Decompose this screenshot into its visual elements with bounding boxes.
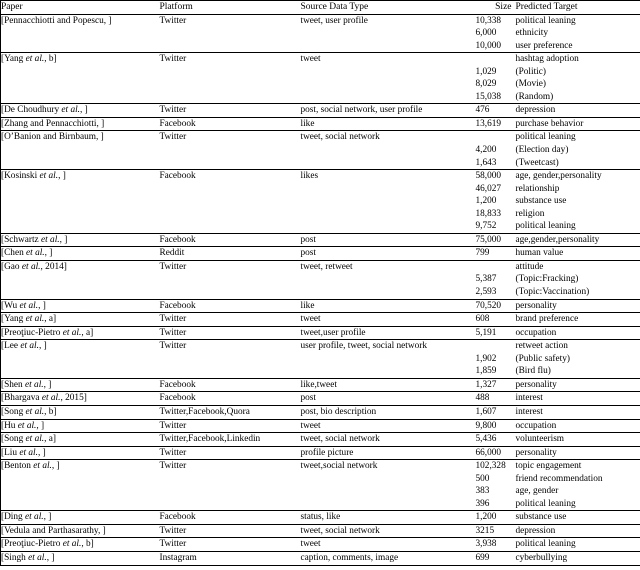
column-header-source-data-type: Source Data Type <box>300 2 369 12</box>
table-row <box>1 433 640 447</box>
cell-platform: Facebook <box>160 299 301 313</box>
cell-source-data-type: user profile, tweet, social network <box>301 340 476 379</box>
cell-source-data-type: tweet <box>301 313 476 327</box>
stacked-value: 1,859 <box>475 366 497 377</box>
cell-paper: [Gao et al., 2014] <box>1 260 160 299</box>
cell-size <box>476 460 516 511</box>
stacked-value: 5,387 <box>475 274 497 285</box>
cell-source-data-type: tweet, user profile <box>301 14 476 53</box>
table-row <box>1 538 640 552</box>
stacked-value: interest <box>515 393 543 404</box>
cell-source-data-type: profile picture <box>301 446 476 460</box>
stacked-value: occupation <box>515 420 557 431</box>
stacked-value: 1,200 <box>475 196 497 207</box>
cell-source-data-type: post, bio description <box>301 405 476 419</box>
stacked-value: 1,029 <box>475 66 497 77</box>
table-row <box>1 524 640 538</box>
stacked-value: volunteerism <box>515 434 565 445</box>
table-row <box>1 170 640 234</box>
stacked-value: retweet action <box>515 341 568 352</box>
table-row <box>1 340 640 379</box>
cell-size <box>476 260 516 299</box>
bottom-rule-cell <box>301 565 476 566</box>
stacked-value: political leaning <box>515 132 576 143</box>
cell-paper: [Kosinski et al., ] <box>1 170 160 234</box>
cell-source-data-type: post <box>301 233 476 247</box>
stacked-value: 476 <box>475 105 490 116</box>
cell-source-data-type: tweet,social network <box>301 460 476 511</box>
cell-predicted-target <box>516 538 640 552</box>
stacked-value: age, gender <box>515 486 559 497</box>
cell-platform: Facebook <box>160 170 301 234</box>
stacked-value: relationship <box>515 183 560 194</box>
stacked-value: 75,000 <box>475 234 502 245</box>
table-row <box>1 247 640 261</box>
stacked-value: 70,520 <box>475 300 502 311</box>
cell-platform: Facebook <box>160 392 301 406</box>
cell-source-data-type: caption, comments, image <box>301 551 476 565</box>
cell-source-data-type: tweet,user profile <box>301 326 476 340</box>
cell-predicted-target <box>516 313 640 327</box>
table-row <box>1 131 640 170</box>
cell-size <box>476 392 516 406</box>
cell-predicted-target <box>516 170 640 234</box>
cell-predicted-target <box>516 53 640 104</box>
stacked-value: substance use <box>515 196 567 207</box>
table-row <box>1 392 640 406</box>
cell-size <box>476 233 516 247</box>
bottom-rule-cell <box>160 565 301 566</box>
stacked-value: (Bird flu) <box>515 366 551 377</box>
bottom-rule-cell <box>1 565 160 566</box>
stacked-value: depression <box>515 105 556 116</box>
cell-predicted-target <box>516 511 640 525</box>
stacked-value: 608 <box>475 314 490 325</box>
cell-size <box>476 104 516 118</box>
cell-size <box>476 299 516 313</box>
stacked-value: age, gender,personality <box>515 171 602 182</box>
stacked-value: human value <box>515 248 564 259</box>
cell-platform: Twitter <box>160 53 301 104</box>
cell-source-data-type: tweet, social network <box>301 433 476 447</box>
stacked-value: 3,938 <box>475 539 497 550</box>
cell-predicted-target <box>516 446 640 460</box>
cell-size <box>476 313 516 327</box>
cell-platform: Twitter <box>160 131 301 170</box>
table-row <box>1 117 640 131</box>
cell-size <box>476 551 516 565</box>
stacked-value: political leaning <box>515 15 576 26</box>
stacked-value: 13,619 <box>475 118 502 129</box>
stacked-value: (Election day) <box>515 145 569 156</box>
stacked-value: brand preference <box>515 314 579 325</box>
cell-platform: Facebook <box>160 511 301 525</box>
table-row <box>1 511 640 525</box>
cell-paper: [Schwartz et al., ] <box>1 233 160 247</box>
stacked-value: age,gender,personality <box>515 234 600 245</box>
stacked-value: 4,200 <box>475 145 497 156</box>
cell-predicted-target <box>516 247 640 261</box>
cell-platform: Twitter <box>160 104 301 118</box>
cell-source-data-type: likes <box>301 170 476 234</box>
stacked-value: (Topic:Fracking) <box>515 274 579 285</box>
cell-platform: Twitter <box>160 446 301 460</box>
cell-platform: Instagram <box>160 551 301 565</box>
column-header-platform: Platform <box>159 2 193 12</box>
cell-paper: [Zhang and Pennacchiotti, ] <box>1 117 160 131</box>
cell-predicted-target <box>516 299 640 313</box>
cell-size <box>476 170 516 234</box>
stacked-value: personality <box>515 300 557 311</box>
cell-platform: Facebook <box>160 378 301 392</box>
cell-platform: Twitter <box>160 538 301 552</box>
stacked-value: ethnicity <box>515 28 549 39</box>
cell-predicted-target <box>516 131 640 170</box>
cell-paper: [De Choudhury et al., ] <box>1 104 160 118</box>
stacked-value: substance use <box>515 512 567 523</box>
cell-size <box>476 538 516 552</box>
cell-source-data-type: tweet, social network <box>301 524 476 538</box>
stacked-value: 9,800 <box>475 420 497 431</box>
stacked-value: political leaning <box>515 539 576 550</box>
cell-predicted-target <box>516 405 640 419</box>
stacked-value: 1,643 <box>475 157 497 168</box>
cell-paper: [Bhargava et al., 2015] <box>1 392 160 406</box>
stacked-value: interest <box>515 406 543 417</box>
cell-size <box>476 419 516 433</box>
stacked-value: 5,436 <box>475 434 497 445</box>
cell-predicted-target <box>516 117 640 131</box>
cell-paper: [Ding et al., ] <box>1 511 160 525</box>
cell-predicted-target <box>516 524 640 538</box>
cell-paper: [Song et al., b] <box>1 405 160 419</box>
bottom-rule-cell <box>516 565 640 566</box>
stacked-value: friend recommendation <box>515 473 603 484</box>
cell-size <box>476 446 516 460</box>
stacked-value: 396 <box>475 498 490 509</box>
cell-size <box>476 247 516 261</box>
cell-platform: Twitter <box>160 340 301 379</box>
cell-platform: Twitter <box>160 14 301 53</box>
stacked-value: (Movie) <box>515 79 546 90</box>
stacked-value: 15,038 <box>475 91 502 102</box>
cell-platform: Twitter,Facebook,Quora <box>160 405 301 419</box>
cell-paper: [Singh et al., ] <box>1 551 160 565</box>
cell-source-data-type: tweet, social network <box>301 131 476 170</box>
stacked-value: topic engagement <box>515 461 582 472</box>
table-row <box>1 446 640 460</box>
table-row <box>1 299 640 313</box>
cell-predicted-target <box>516 419 640 433</box>
stacked-value: (Random) <box>515 91 554 102</box>
stacked-value: (Politic) <box>515 66 546 77</box>
cell-platform: Twitter,Facebook,Linkedin <box>160 433 301 447</box>
cell-predicted-target <box>516 340 640 379</box>
cell-size <box>476 524 516 538</box>
table-row <box>1 260 640 299</box>
stacked-value: 10,338 <box>475 15 502 26</box>
cell-size <box>476 340 516 379</box>
cell-paper: [Pennacchiotti and Popescu, ] <box>1 14 160 53</box>
cell-size <box>476 326 516 340</box>
stacked-value: (Public safety) <box>515 353 570 364</box>
table-row <box>1 405 640 419</box>
cell-source-data-type: tweet, retweet <box>301 260 476 299</box>
stacked-value: cyberbullying <box>515 552 568 563</box>
stacked-value: depression <box>515 525 556 536</box>
header-row <box>1 1 640 15</box>
cell-platform: Twitter <box>160 524 301 538</box>
stacked-value: 488 <box>475 393 490 404</box>
stacked-value: 8,029 <box>475 79 497 90</box>
column-header-predicted-target: Predicted Target <box>516 1 640 15</box>
table-body <box>1 14 640 565</box>
cell-platform: Facebook <box>160 233 301 247</box>
stacked-value: 1,607 <box>475 406 497 417</box>
stacked-value: 383 <box>475 486 490 497</box>
cell-predicted-target <box>516 392 640 406</box>
stacked-value: personality <box>515 447 557 458</box>
cell-paper: [Liu et al., ] <box>1 446 160 460</box>
cell-predicted-target <box>516 104 640 118</box>
stacked-value: 10,000 <box>475 40 502 51</box>
stacked-value: 5,191 <box>475 327 497 338</box>
stacked-value: 1,327 <box>475 379 497 390</box>
cell-size <box>476 405 516 419</box>
cell-predicted-target <box>516 378 640 392</box>
stacked-value: 1,200 <box>475 512 497 523</box>
cell-source-data-type: post <box>301 247 476 261</box>
cell-source-data-type: like,tweet <box>301 378 476 392</box>
cell-predicted-target <box>516 460 640 511</box>
table-header <box>1 1 640 15</box>
cell-size <box>476 131 516 170</box>
cell-source-data-type: post, social network, user profile <box>301 104 476 118</box>
stacked-value: 500 <box>475 473 490 484</box>
bottom-rule-row <box>1 565 640 566</box>
cell-predicted-target <box>516 260 640 299</box>
cell-platform: Twitter <box>160 460 301 511</box>
table-row <box>1 419 640 433</box>
cell-source-data-type: like <box>301 299 476 313</box>
cell-size <box>476 511 516 525</box>
cell-predicted-target <box>516 14 640 53</box>
cell-source-data-type: tweet <box>301 538 476 552</box>
stacked-value: 1,902 <box>475 353 497 364</box>
stacked-value: attitude <box>515 261 544 272</box>
column-header-size: Size <box>495 2 512 12</box>
cell-size <box>476 14 516 53</box>
table-row <box>1 460 640 511</box>
cell-size <box>476 117 516 131</box>
stacked-value: 799 <box>475 248 490 259</box>
cell-paper: [Wu et al., ] <box>1 299 160 313</box>
cell-platform: Twitter <box>160 419 301 433</box>
cell-predicted-target <box>516 433 640 447</box>
table-row <box>1 326 640 340</box>
cell-platform: Reddit <box>160 247 301 261</box>
stacked-value: 2,593 <box>475 287 497 298</box>
cell-predicted-target <box>516 326 640 340</box>
stacked-value: occupation <box>515 327 557 338</box>
stacked-value: (Tweetcast) <box>515 157 559 168</box>
cell-source-data-type: like <box>301 117 476 131</box>
cell-source-data-type: tweet <box>301 53 476 104</box>
cell-paper: [Preoţiuc-Pietro et al., a] <box>1 326 160 340</box>
stacked-value: 9,752 <box>475 221 497 232</box>
table-row <box>1 104 640 118</box>
stacked-value: 58,000 <box>475 171 502 182</box>
cell-size <box>476 378 516 392</box>
table-row <box>1 378 640 392</box>
table-row <box>1 14 640 53</box>
stacked-value: 46,027 <box>475 183 502 194</box>
table-footer <box>1 565 640 566</box>
cell-paper: [Yang et al., a] <box>1 313 160 327</box>
cell-size <box>476 53 516 104</box>
bottom-rule-cell <box>476 565 516 566</box>
cell-source-data-type: tweet <box>301 419 476 433</box>
stacked-value: 18,833 <box>475 208 502 219</box>
stacked-value: religion <box>515 208 545 219</box>
stacked-value: (Topic:Vaccination) <box>515 287 590 298</box>
column-header-paper: Paper <box>1 1 160 15</box>
stacked-value: 102,328 <box>475 461 506 472</box>
cell-platform: Twitter <box>160 313 301 327</box>
stacked-value: hashtag adoption <box>515 54 579 65</box>
stacked-value: 699 <box>475 552 490 563</box>
cell-source-data-type: post <box>301 392 476 406</box>
cell-paper: [Song et al., a] <box>1 433 160 447</box>
table-row <box>1 313 640 327</box>
cell-paper: [Yang et al., b] <box>1 53 160 104</box>
stacked-value: political leaning <box>515 221 576 232</box>
table-row <box>1 551 640 565</box>
stacked-value: 3215 <box>475 525 495 536</box>
stacked-value: 66,000 <box>475 447 502 458</box>
cell-paper: [Preoţiuc-Pietro et al., b] <box>1 538 160 552</box>
stacked-value: political leaning <box>515 498 576 509</box>
stacked-value: 6,000 <box>475 28 497 39</box>
cell-paper: [Chen et al., ] <box>1 247 160 261</box>
cell-paper: [Benton et al., ] <box>1 460 160 511</box>
cell-platform: Facebook <box>160 117 301 131</box>
table-row <box>1 233 640 247</box>
cell-paper: [Lee et al., ] <box>1 340 160 379</box>
cell-predicted-target <box>516 551 640 565</box>
stacked-value: purchase behavior <box>515 118 584 129</box>
cell-platform: Twitter <box>160 260 301 299</box>
cell-source-data-type: status, like <box>301 511 476 525</box>
cell-platform: Twitter <box>160 326 301 340</box>
stacked-value: user preference <box>515 40 573 51</box>
cell-paper: [Vedula and Parthasarathy, ] <box>1 524 160 538</box>
cell-paper: [Hu et al., ] <box>1 419 160 433</box>
cell-size <box>476 433 516 447</box>
cell-predicted-target <box>516 233 640 247</box>
table-row <box>1 53 640 104</box>
stacked-value: personality <box>515 379 557 390</box>
cell-paper: [O’Banion and Birnbaum, ] <box>1 131 160 170</box>
cell-paper: [Shen et al., ] <box>1 378 160 392</box>
